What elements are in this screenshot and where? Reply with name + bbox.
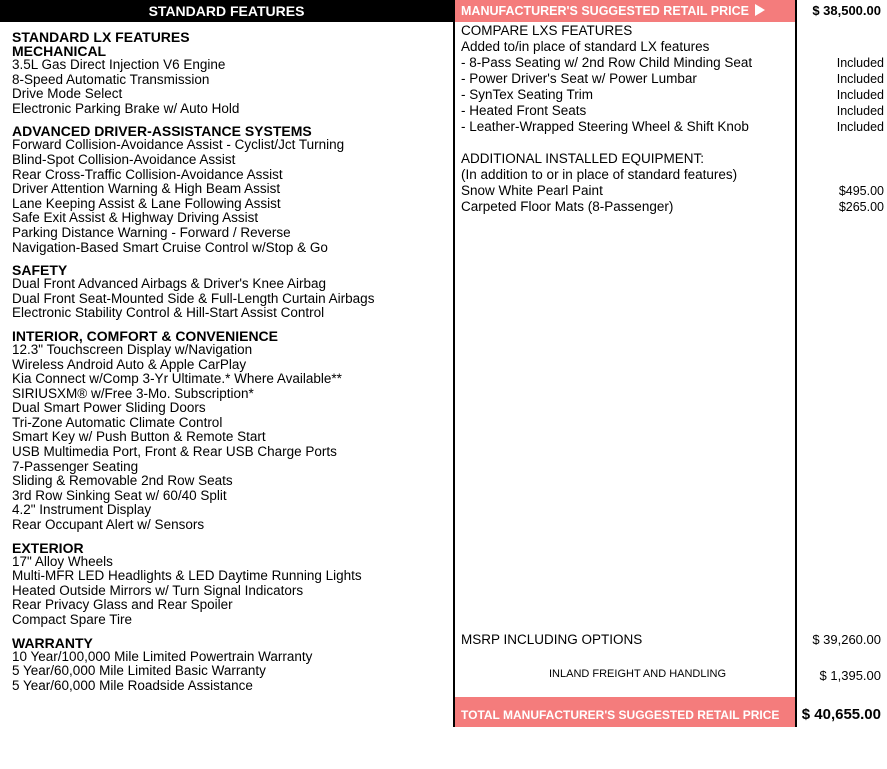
msrp-options-row: [461, 632, 881, 647]
feature-item: Forward Collision-Avoidance Assist - Cyclist/Jct Turning: [12, 137, 345, 153]
section-title: EXTERIOR: [12, 539, 84, 556]
feature-item: USB Multimedia Port, Front & Rear USB Charge Ports: [12, 444, 337, 460]
msrp-options-price: $ 39,260.00: [812, 632, 881, 647]
section-title: WARRANTY: [12, 634, 93, 651]
compare-item-row: [461, 119, 887, 135]
additional-item-price: $265.00: [838, 200, 884, 214]
total-msrp-label: TOTAL MANUFACTURER'S SUGGESTED RETAIL PRICE: [461, 708, 780, 722]
feature-item: Safe Exit Assist & Highway Driving Assist: [12, 210, 259, 226]
section-title: MECHANICAL: [12, 43, 107, 59]
compare-item-price: Included: [836, 56, 884, 70]
additional-items: [461, 183, 887, 215]
feature-item: Dual Front Advanced Airbags & Driver's Knee Airbag: [12, 276, 326, 292]
compare-item-row: [461, 71, 887, 87]
total-msrp-bar: [455, 697, 795, 727]
feature-item: Electronic Stability Control & Hill-Start Assist Control: [12, 305, 325, 321]
standard-features-body: [12, 30, 448, 701]
section-title: SAFETY: [12, 262, 68, 279]
section-title: ADVANCED DRIVER-ASSISTANCE SYSTEMS: [12, 123, 312, 140]
section-title: INTERIOR, COMFORT & CONVENIENCE: [12, 327, 279, 344]
feature-item: Electronic Parking Brake w/ Auto Hold: [12, 100, 240, 116]
feature-item: 10 Year/100,000 Mile Limited Powertrain Warranty: [12, 648, 313, 664]
standard-features-header: STANDARD FEATURES: [0, 0, 453, 22]
compare-subtitle: Added to/in place of standard LX features: [461, 39, 710, 54]
compare-item-price: Included: [836, 88, 884, 102]
feature-item: Tri-Zone Automatic Climate Control: [12, 414, 223, 430]
spacer: [461, 135, 887, 151]
feature-item: Parking Distance Warning - Forward / Reverse: [12, 224, 291, 240]
feature-item: Compact Spare Tire: [12, 612, 133, 627]
arrow-right-icon: [755, 4, 765, 16]
compare-item-label: - Heated Front Seats: [461, 103, 587, 118]
freight-label: INLAND FREIGHT AND HANDLING: [549, 668, 727, 680]
feature-item: Navigation-Based Smart Cruise Control w/Stop & Go: [12, 239, 328, 255]
feature-item: 4.2" Instrument Display: [12, 502, 152, 518]
additional-item-row: [461, 199, 887, 215]
feature-item: Smart Key w/ Push Button & Remote Start: [12, 429, 266, 445]
feature-section: [12, 263, 448, 321]
feature-item: SIRIUSXM® w/Free 3-Mo. Subscription*: [12, 385, 254, 401]
feature-item: Dual Front Seat-Mounted Side & Full-Length Curtain Airbags: [12, 290, 375, 306]
feature-item: Lane Keeping Assist & Lane Following Assist: [12, 195, 281, 211]
compare-item-label: - Leather-Wrapped Steering Wheel & Shift Knob: [461, 119, 749, 134]
total-msrp-price: $ 40,655.00: [801, 706, 881, 723]
additional-item-price: $495.00: [838, 184, 884, 198]
additional-item-label: Carpeted Floor Mats (8-Passenger): [461, 199, 674, 214]
compare-item-row: [461, 55, 887, 71]
feature-item: Driver Attention Warning & High Beam Assist: [12, 181, 281, 197]
feature-item: 5 Year/60,000 Mile Limited Basic Warranty: [12, 663, 266, 679]
feature-item: 7-Passenger Seating: [12, 458, 139, 474]
feature-item: Heated Outside Mirrors w/ Turn Signal Indicators: [12, 582, 304, 598]
feature-section: [12, 124, 448, 255]
lx-features-title: STANDARD LX FEATURES: [12, 29, 190, 45]
feature-item: Kia Connect w/Comp 3-Yr Ultimate.* Where Available**: [12, 371, 342, 387]
feature-item: 12.3" Touchscreen Display w/Navigation: [12, 341, 253, 357]
feature-item: 3rd Row Sinking Seat w/ 60/40 Split: [12, 487, 227, 503]
msrp-header-label: MANUFACTURER'S SUGGESTED RETAIL PRICE: [461, 4, 749, 18]
options-body: [461, 23, 887, 215]
feature-item: Drive Mode Select: [12, 86, 123, 102]
feature-sections: [12, 44, 448, 693]
feature-item: Wireless Android Auto & Apple CarPlay: [12, 356, 247, 372]
feature-section: [12, 44, 448, 116]
feature-item: 8-Speed Automatic Transmission: [12, 71, 210, 87]
column-divider-left: [453, 0, 455, 727]
msrp-options-label: MSRP INCLUDING OPTIONS: [461, 632, 643, 647]
feature-section: [12, 541, 448, 628]
feature-item: Rear Privacy Glass and Rear Spoiler: [12, 597, 233, 613]
additional-subtitle: (In addition to or in place of standard features): [461, 167, 738, 182]
feature-section: [12, 329, 448, 533]
base-price: $ 38,500.00: [812, 3, 881, 18]
feature-item: Rear Cross-Traffic Collision-Avoidance Assist: [12, 166, 283, 182]
feature-item: 17" Alloy Wheels: [12, 553, 113, 569]
feature-item: 3.5L Gas Direct Injection V6 Engine: [12, 57, 226, 72]
compare-title: COMPARE LXS FEATURES: [461, 23, 633, 38]
additional-item-label: Snow White Pearl Paint: [461, 183, 603, 198]
compare-item-row: [461, 103, 887, 119]
compare-item-price: Included: [836, 104, 884, 118]
freight-price: $ 1,395.00: [819, 668, 881, 683]
feature-section: [12, 636, 448, 694]
compare-items: [461, 55, 887, 135]
standard-features-column: [0, 0, 453, 727]
compare-item-label: - SynTex Seating Trim: [461, 87, 594, 102]
arrow-right-icon: [467, 744, 477, 756]
feature-item: Dual Smart Power Sliding Doors: [12, 400, 206, 416]
compare-item-price: Included: [836, 120, 884, 134]
compare-item-price: Included: [836, 72, 884, 86]
additional-title: ADDITIONAL INSTALLED EQUIPMENT:: [461, 151, 705, 166]
feature-item: 5 Year/60,000 Mile Roadside Assistance: [12, 677, 253, 693]
msrp-header: [455, 0, 795, 22]
additional-item-row: [461, 183, 887, 199]
feature-item: Rear Occupant Alert w/ Sensors: [12, 517, 205, 533]
compare-item-label: - Power Driver's Seat w/ Power Lumbar: [461, 71, 697, 86]
feature-item: Multi-MFR LED Headlights & LED Daytime Running Lights: [12, 568, 362, 584]
feature-item: Sliding & Removable 2nd Row Seats: [12, 473, 233, 489]
compare-item-label: - 8-Pass Seating w/ 2nd Row Child Minding Seat: [461, 55, 753, 70]
feature-item: Blind-Spot Collision-Avoidance Assist: [12, 151, 236, 167]
compare-item-row: [461, 87, 887, 103]
